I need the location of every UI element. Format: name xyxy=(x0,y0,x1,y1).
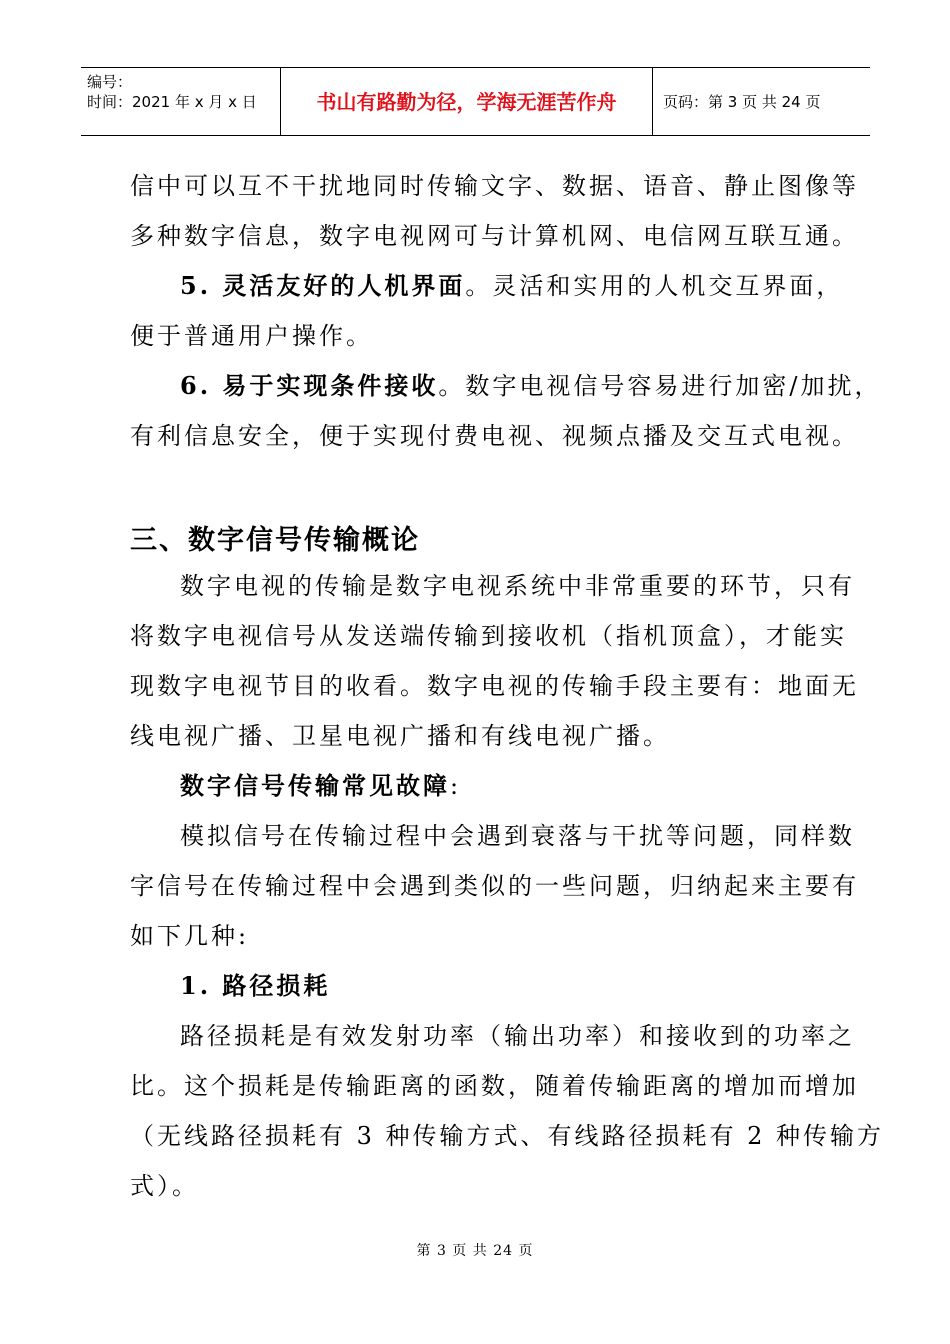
paragraph-line: 比。这个损耗是传输距离的函数，随着传输距离的增加而增加 xyxy=(130,1072,859,1100)
paragraph-line: 如下几种: xyxy=(130,922,250,950)
paragraph-line: 式）。 xyxy=(130,1172,199,1200)
item-1-line xyxy=(180,970,890,1002)
item-1-heading: 1. 路径损耗 xyxy=(180,971,331,1000)
paragraph-line: 信中可以互不干扰地同时传输文字、数据、语音、静止图像等 xyxy=(130,172,859,200)
paragraph-line: （无线路径损耗有 3 种传输方式、有线路径损耗有 2 种传输方 xyxy=(130,1122,885,1150)
header-motto: 书山有路勤为径，学海无涯苦作舟 xyxy=(281,68,653,135)
paragraph-line: 现数字电视节目的收看。数字电视的传输手段主要有：地面无 xyxy=(130,672,859,700)
page-footer: 第 3 页 共 24 页 xyxy=(416,1243,534,1259)
header-meta xyxy=(81,68,281,135)
subheading: 数字信号传输常见故障 xyxy=(180,771,450,800)
header-page-info: 页码：第 3 页 共 24 页 xyxy=(663,92,821,111)
page-header xyxy=(81,67,870,136)
paragraph-line: 多种数字信息，数字电视网可与计算机网、电信网互联互通。 xyxy=(130,222,859,250)
paragraph-line: 数字电视的传输是数字电视系统中非常重要的环节，只有 xyxy=(180,572,855,600)
paragraph-line: 将数字电视信号从发送端传输到接收机（指机顶盒），才能实 xyxy=(130,622,847,650)
item-6-heading: 6. 易于实现条件接收 xyxy=(180,371,439,400)
paragraph-line: 线电视广播、卫星电视广播和有线电视广播。 xyxy=(130,722,670,750)
item-5-line: 5. 灵活友好的人机界面。灵活和实用的人机交互界面， xyxy=(180,271,844,300)
item-6-line: 6. 易于实现条件接收。数字电视信号容易进行加密/加扰， xyxy=(180,371,882,400)
number-label: 编号： xyxy=(87,73,133,91)
paragraph-line: 字信号在传输过程中会遇到类似的一些问题，归纳起来主要有 xyxy=(130,872,859,900)
item-5-heading: 5. 灵活友好的人机界面 xyxy=(180,271,466,300)
paragraph-line: 便于普通用户操作。 xyxy=(130,322,373,350)
paragraph-line: 路径损耗是有效发射功率（输出功率）和接收到的功率之 xyxy=(180,1022,855,1050)
paragraph-line: 有利信息安全，便于实现付费电视、视频点播及交互式电视。 xyxy=(130,422,859,450)
paragraph-line: 模拟信号在传输过程中会遇到衰落与干扰等问题，同样数 xyxy=(180,822,855,850)
section-heading: 三、数字信号传输概论 xyxy=(130,525,420,556)
date-line: 时间：2021 年 x 月 x 日 xyxy=(87,93,257,111)
subheading-line: 数字信号传输常见故障: xyxy=(180,771,462,800)
